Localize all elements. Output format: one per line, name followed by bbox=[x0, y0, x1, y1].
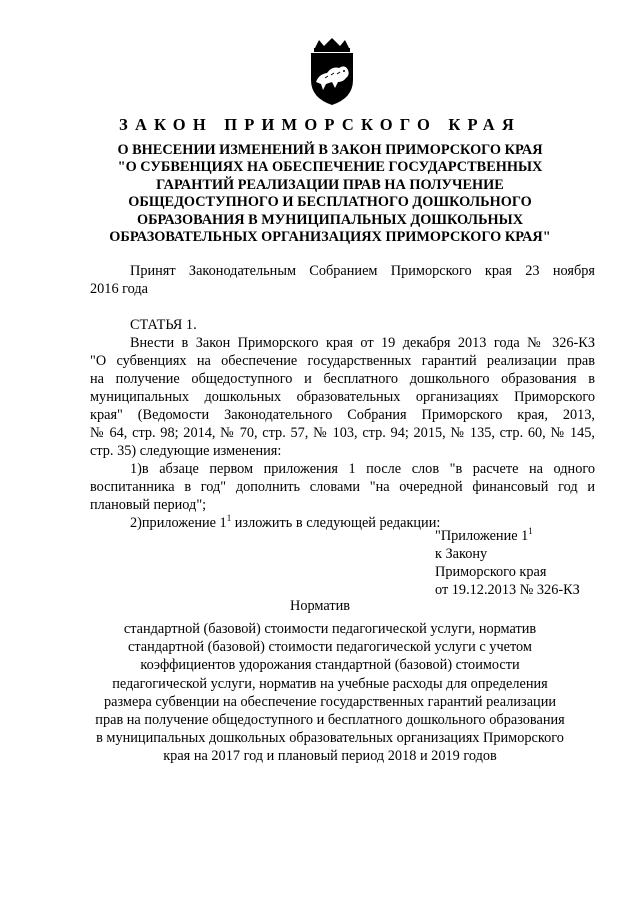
article-line: на получение общедоступного и бесплатного дошкольного образования в bbox=[90, 371, 595, 387]
heading-line: О ВНЕСЕНИИ ИЗМЕНЕНИЙ В ЗАКОН ПРИМОРСКОГО КРАЯ bbox=[117, 142, 543, 158]
norm-line: края на 2017 год и плановый период 2018 и 2019 годов bbox=[163, 748, 497, 765]
item2-rest: изложить в следующей редакции: bbox=[231, 515, 441, 531]
attachment-line2: к Закону bbox=[435, 546, 488, 562]
attachment-line1-sup: 1 bbox=[528, 526, 533, 536]
item1-line: плановый период"; bbox=[90, 497, 207, 513]
heading-line: ОБРАЗОВАТЕЛЬНЫХ ОРГАНИЗАЦИЯХ ПРИМОРСКОГО КРАЯ" bbox=[109, 229, 551, 246]
norm-line: в муниципальных дошкольных образовательных организациях Приморского bbox=[96, 730, 564, 747]
norm-description bbox=[70, 620, 590, 766]
item2-sup: 1 bbox=[226, 513, 232, 523]
norm-line: коэффициентов удорожания стандартной (базовой) стоимости bbox=[140, 657, 520, 674]
norm-line: стандартной (базовой) стоимости педагогической услуги с учетом bbox=[128, 639, 532, 656]
attachment-line1: "Приложение 1 bbox=[435, 528, 529, 544]
norm-line: стандартной (базовой) стоимости педагогической услуги, норматив bbox=[123, 621, 537, 637]
norm-line: размера субвенции на обеспечение государственных гарантий реализации bbox=[103, 693, 556, 710]
norm-title: Норматив bbox=[290, 598, 350, 614]
article-line: "О субвенциях на обеспечение государственных гарантий реализации прав bbox=[90, 353, 595, 369]
item1-line: воспитанника в год" дополнить словами "на очередной финансовый год и bbox=[90, 479, 595, 495]
article-line: № 64, стр. 98; 2014, № 70, стр. 57, № 103, стр. 94; 2015, № 135, стр. 60, № 145, bbox=[90, 425, 595, 441]
article-line: муниципальных дошкольных образовательных организациях Приморского bbox=[90, 389, 595, 405]
primorsky-coat-of-arms-icon bbox=[305, 38, 359, 106]
attachment-line3: Приморского края bbox=[435, 564, 547, 580]
adopted-line: Принят Законодательным Собранием Приморского края 23 ноября bbox=[130, 263, 595, 279]
item2-text: 2)приложение 1 bbox=[130, 515, 227, 531]
item1-line: 1)в абзаце первом приложения 1 после слов "в расчете на одного bbox=[130, 461, 595, 477]
article-line: края" (Ведомости Законодательного Собрания Приморского края, 2013, bbox=[90, 407, 595, 423]
heading-line: "О СУБВЕНЦИЯХ НА ОБЕСПЕЧЕНИЕ ГОСУДАРСТВЕННЫХ bbox=[117, 159, 543, 176]
law-title: ЗАКОН ПРИМОРСКОГО КРАЯ bbox=[119, 115, 521, 134]
norm-line: прав на получение общедоступного и бесплатного дошкольного образования bbox=[95, 712, 565, 729]
attachment-line4: от 19.12.2013 № 326-КЗ bbox=[435, 582, 580, 598]
norm-line: педагогической услуги, норматив на учебные расходы для определения bbox=[112, 675, 548, 692]
heading-line: ГАРАНТИЙ РЕАЛИЗАЦИИ ПРАВ НА ПОЛУЧЕНИЕ bbox=[156, 176, 504, 193]
article-line: Внести в Закон Приморского края от 19 декабря 2013 года № 326-КЗ bbox=[130, 335, 595, 351]
heading-line: ОБРАЗОВАНИЯ В МУНИЦИПАЛЬНЫХ ДОШКОЛЬНЫХ bbox=[136, 211, 524, 228]
adopted-line: 2016 года bbox=[90, 281, 149, 297]
heading-line: ОБЩЕДОСТУПНОГО И БЕСПЛАТНОГО ДОШКОЛЬНОГО bbox=[128, 194, 532, 211]
article-line: стр. 35) следующие изменения: bbox=[90, 443, 282, 459]
law-heading bbox=[60, 142, 600, 246]
attachment-line bbox=[435, 527, 533, 545]
article-title: СТАТЬЯ 1. bbox=[130, 317, 197, 333]
